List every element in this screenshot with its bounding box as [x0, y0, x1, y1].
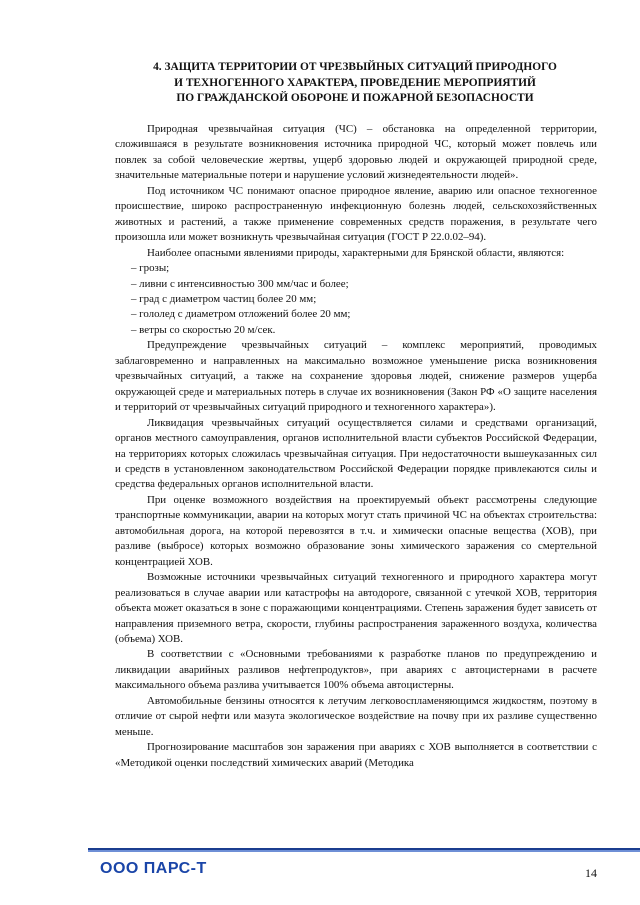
paragraph: Прогнозирование масштабов зон заражения при авариях с ХОВ выполняется в соответствии с «Методикой оценки последствий химических аварий (Методика	[115, 741, 597, 769]
paragraph: Возможные источники чрезвычайных ситуаций техногенного и природного характера могут реализоваться в случае аварии или катастрофы на автодороге, связанной с утечкой ХОВ, территория объекта может оказаться в зоне с поражающими концентрациями. Степень заражения будет зависеть от направления приземного ветра, скорости, глубины распространения зараженного воздуха, количества (объема) ХОВ.	[115, 571, 597, 645]
document-body	[115, 122, 597, 771]
list-item: – грозы;	[131, 262, 170, 275]
page-number: 14	[585, 866, 597, 880]
paragraph: Автомобильные бензины относятся к летучим легковоспламеняющимся жидкостям, поэтому в отличие от сырой нефти или мазута экологическое воздействие на почву при их разливе существенно меньше.	[115, 694, 597, 738]
paragraph: При оценке возможного воздействия на проектируемый объект рассмотрены следующие транспортные коммуникации, аварии на которых могут стать причиной ЧС на объектах строительства: автомобильная дорога, на которой перевозятся в т.ч. и химически опасные вещества (ХОВ), при разливе (выбросе) которых возможно образование зоны химического заражения со смертельной концентрацией ХОВ.	[115, 493, 597, 568]
section-title-line: ПО ГРАЖДАНСКОЙ ОБОРОНЕ И ПОЖАРНОЙ БЕЗОПАСНОСТИ	[176, 92, 534, 104]
footer-rule	[88, 848, 640, 852]
list-item: – ливни с интенсивностью 300 мм/час и более;	[131, 277, 349, 290]
section-title-line: И ТЕХНОГЕННОГО ХАРАКТЕРА, ПРОВЕДЕНИЕ МЕРОПРИЯТИЙ	[174, 76, 536, 89]
list-item: – ветры со скоростью 20 м/сек.	[131, 323, 276, 336]
company-logo: ООО ПАРС-Т	[100, 860, 207, 877]
paragraph: В соответствии с «Основными требованиями к разработке планов по предупреждению и ликвидации аварийных разливов нефтепродуктов», при авариях с автоцистернами в расчете максимального объема разлива учитывается 100% объема автоцистерны.	[115, 648, 597, 692]
list-item: – град с диаметром частиц более 20 мм;	[131, 292, 317, 305]
section-title	[100, 60, 610, 107]
paragraph: Предупреждение чрезвычайных ситуаций – комплекс мероприятий, проводимых заблаговременно и направленных на максимально возможное уменьшение риска возникновения чрезвычайных ситуаций, а также на сохранение здоровья людей, снижение размеров ущерба окружающей среде и материальных потерь в случае их возникновения (Закон РФ «О защите населения и территорий от чрезвычайных ситуаций природного и техногенного характера»).	[115, 339, 597, 414]
paragraph: Под источником ЧС понимают опасное природное явление, аварию или опасное техногенное происшествие, широко распространенную инфекционную болезнь людей, сельскохозяйственных животных и растений, а также применение современных средств поражения, в результате чего произошла или может возникнуть чрезвычайная ситуация (ГОСТ Р 22.0.02–94).	[115, 184, 597, 244]
section-title-line: 4. ЗАЩИТА ТЕРРИТОРИИ ОТ ЧРЕЗВЫЙНЫХ СИТУАЦИЙ ПРИРОДНОГО	[153, 61, 557, 73]
paragraph: Ликвидация чрезвычайных ситуаций осуществляется силами и средствами организаций, органов местного самоуправления, органов исполнительной власти субъектов Российской Федерации, на территориях которых сложилась чрезвычайная ситуация. При недостаточности вышеуказанных сил и средств в установленном законодательством Российской Федерации порядке привлекаются силы и средства федеральных органов исполнительной власти.	[115, 416, 597, 491]
paragraph: Наиболее опасными явлениями природы, характерными для Брянской области, являются:	[147, 246, 565, 259]
list-item: – гололед с диаметром отложений более 20 мм;	[131, 308, 351, 321]
paragraph: Природная чрезвычайная ситуация (ЧС) – обстановка на определенной территории, сложившаяся в результате возникновения источника природной ЧС, который может повлечь или повлек за собой человеческие жертвы, ущерб здоровью людей и окружающей природной среде, значительные материальные потери и нарушение условий жизнедеятельности людей».	[115, 123, 597, 182]
